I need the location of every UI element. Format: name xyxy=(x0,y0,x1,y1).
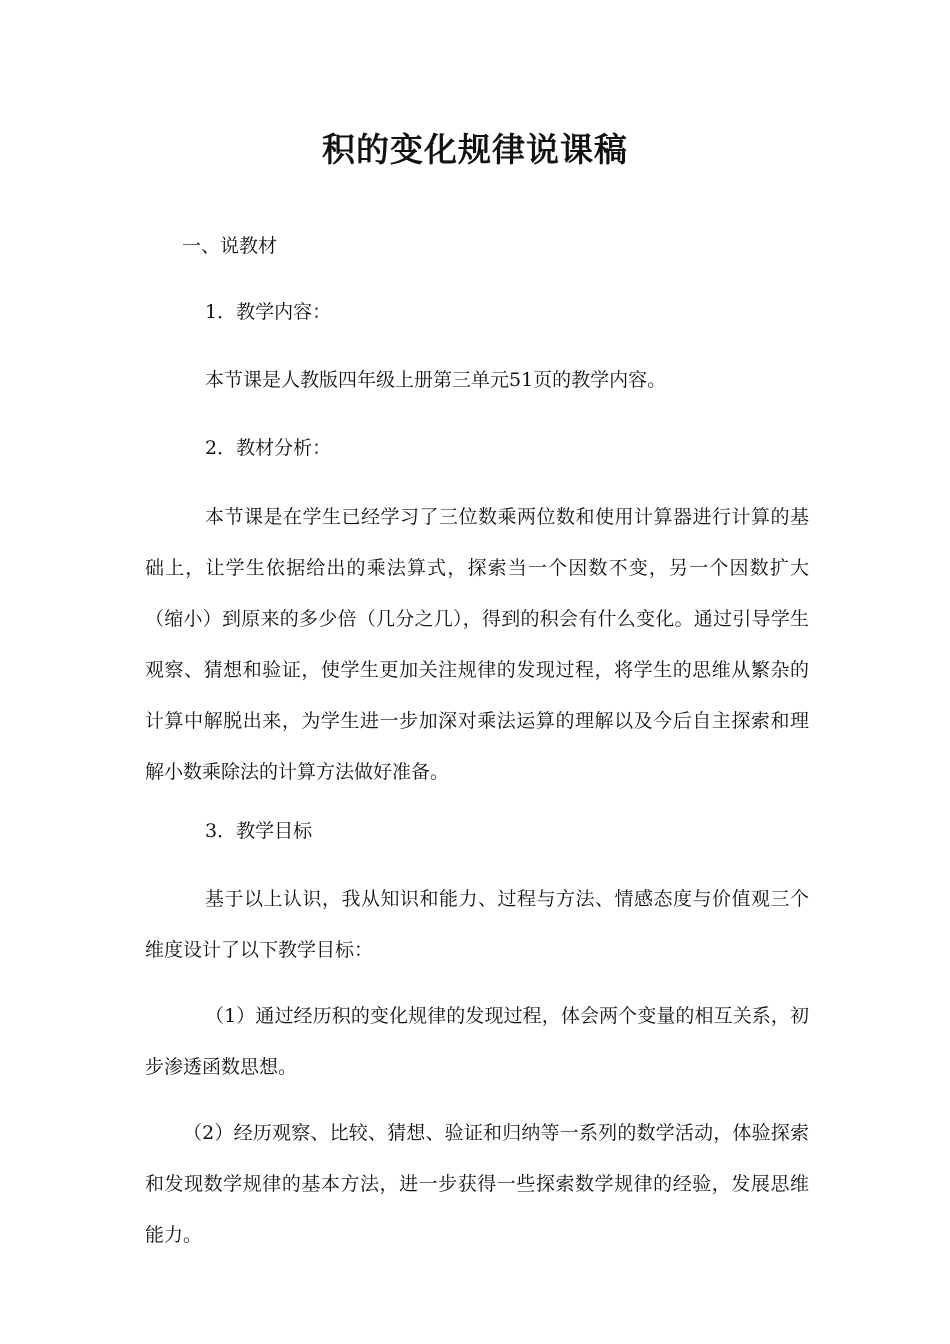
goal-item-1: （1）通过经历积的变化规律的发现过程，体会两个变量的相互关系，初步渗透函数思想。 xyxy=(145,1005,809,1078)
goal-item-2: （2）经历观察、比较、猜想、验证和归纳等一系列的数学活动，体验探索和发现数学规律的基本方法，进一步获得一些探索数学规律的经验，发展思维能力。 xyxy=(145,1122,809,1246)
subheading-textbook-analysis: 2．教材分析： xyxy=(205,437,332,459)
section-heading-textbook: 一、说教材 xyxy=(182,235,278,257)
paragraph-textbook-analysis: 本节课是在学生已经学习了三位数乘两位数和使用计算器进行计算的基础上，让学生依据给出的乘法算式，探索当一个因数不变，另一个因数扩大（缩小）到原来的多少倍（几分之几），得到的积会有什么变化。通过引导学生观察、猜想和验证，使学生更加关注规律的发现过程，将学生的思维从繁杂的计算中解脱出来，为学生进一步加深对乘法运算的理解以及今后自主探索和理解小数乘除法的计算方法做好准备。 xyxy=(145,506,809,783)
subheading-teaching-goals: 3．教学目标 xyxy=(205,820,313,842)
paragraph-teaching-content: 本节课是人教版四年级上册第三单元51页的教学内容。 xyxy=(205,369,667,391)
paragraph-goals-intro: 基于以上认识，我从知识和能力、过程与方法、情感态度与价值观三个维度设计了以下教学目标： xyxy=(145,888,809,961)
page-title: 积的变化规律说课稿 xyxy=(322,130,628,169)
subheading-teaching-content: 1．教学内容： xyxy=(205,301,332,323)
